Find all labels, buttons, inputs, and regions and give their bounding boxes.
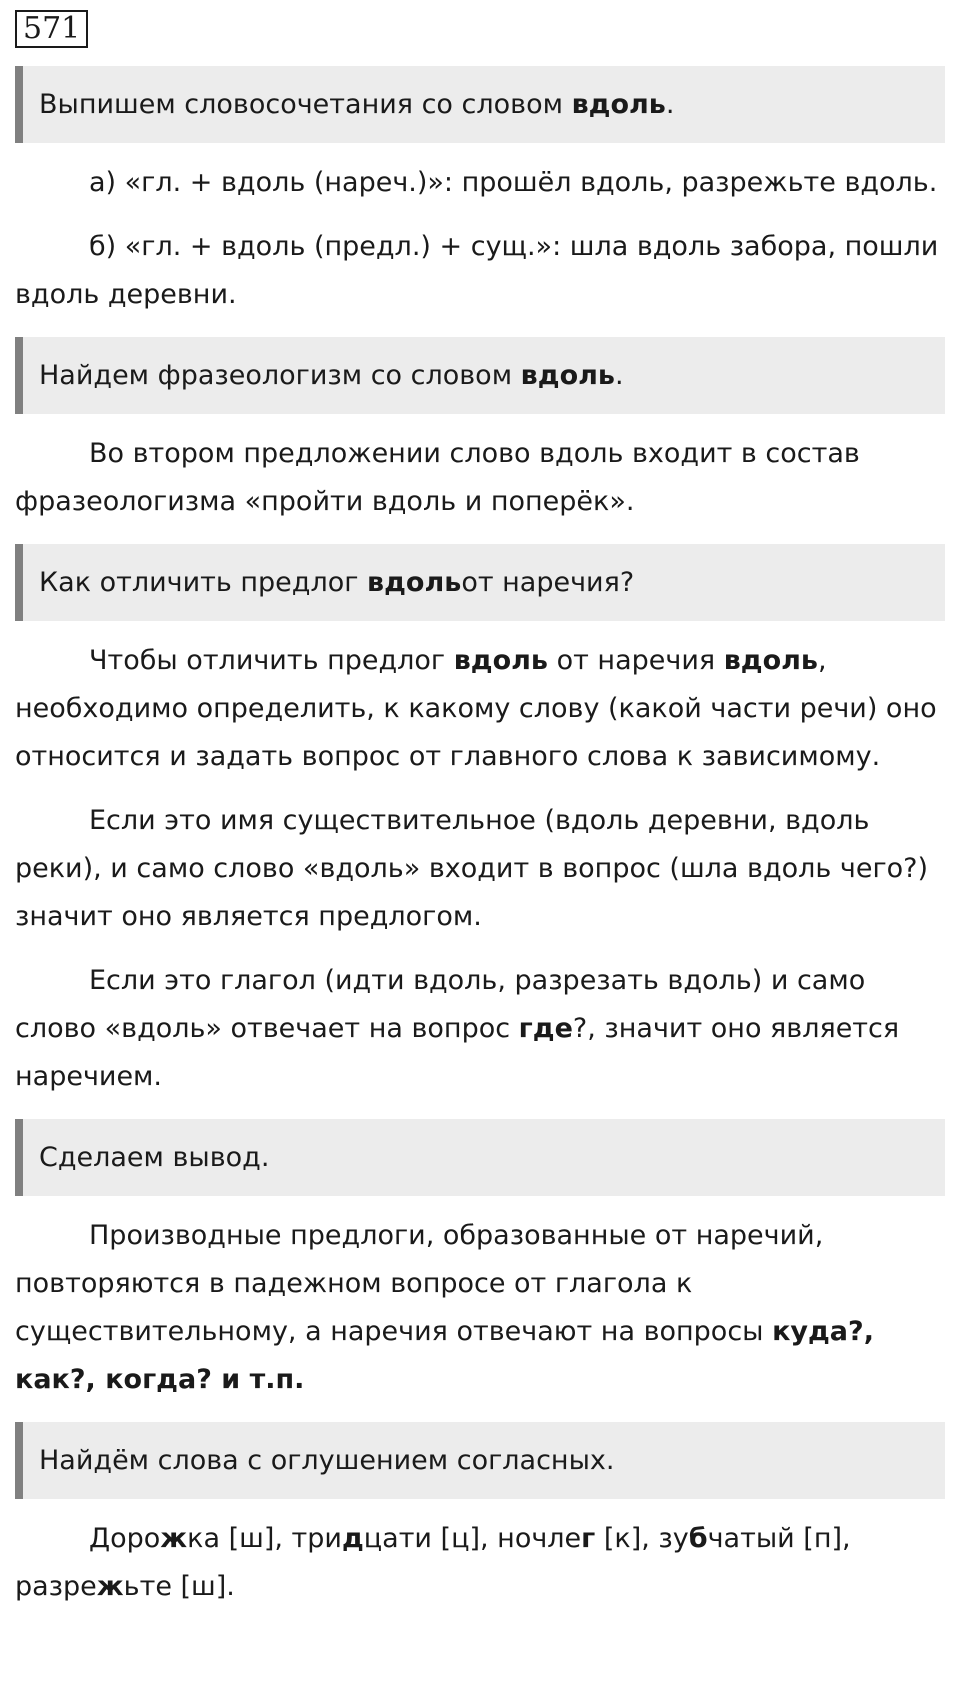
text-run: Если это глагол (идти вдоль, разрезать вдоль) и само слово «вдоль» отвечает на вопрос <box>15 965 866 1044</box>
text-run: Чтобы отличить предлог <box>89 645 454 676</box>
heading-bold: вдоль <box>520 360 615 391</box>
bold-letter: г <box>581 1523 596 1554</box>
heading-text: Найдём слова с оглушением согласных. <box>39 1445 615 1476</box>
bold-run: куда?, как?, когда? и т.п. <box>15 1316 874 1395</box>
word <box>15 1571 235 1602</box>
word <box>658 1523 850 1554</box>
text-run: разре <box>15 1571 97 1602</box>
section-heading-conclusion <box>15 1119 945 1196</box>
section-heading-collocations <box>15 66 945 143</box>
heading-text: Сделаем вывод. <box>39 1142 270 1173</box>
text-run: чатый [п], <box>707 1523 851 1554</box>
paragraph <box>15 1212 945 1404</box>
heading-text: Найдем фразеологизм со словом <box>39 360 513 391</box>
paragraph: а) «гл. + вдоль (нареч.)»: прошёл вдоль, разрежьте вдоль. <box>89 167 938 198</box>
section-heading-distinguish <box>15 544 945 621</box>
task-number-box <box>15 10 88 48</box>
section-heading-idiom <box>15 337 945 414</box>
text-run: ка [ш], <box>187 1523 292 1554</box>
text-run: Доро <box>89 1523 161 1554</box>
bold-letter: б <box>688 1523 708 1554</box>
heading-text: от наречия? <box>461 567 635 598</box>
text-run: , необходимо определить, к какому слову (какой части речи) оно относится и задать вопрос от главного слова к зависимому. <box>15 645 937 772</box>
text-run: три <box>291 1523 342 1554</box>
text-run: ьте [ш]. <box>123 1571 235 1602</box>
paragraph <box>15 637 945 781</box>
task-number: 571 <box>23 11 81 46</box>
word <box>497 1523 658 1554</box>
text-run: Производные предлоги, образованные от наречий, повторяются в падежном вопросе от глагола к существительному, а наречия отвечают на вопросы <box>15 1220 824 1347</box>
text-run: [к], <box>595 1523 659 1554</box>
heading-bold: вдоль <box>571 89 666 120</box>
text-run: цати [ц], <box>363 1523 498 1554</box>
heading-text: Выпишем словосочетания со словом <box>39 89 563 120</box>
solution-page <box>15 10 945 1611</box>
heading-text: . <box>614 360 624 391</box>
heading-text: . <box>665 89 675 120</box>
word <box>292 1523 498 1554</box>
bold-run: вдоль <box>453 645 548 676</box>
text-run: ?, значит оно является наречием. <box>15 1013 900 1092</box>
section-heading-devoicing <box>15 1422 945 1499</box>
text-run: зу <box>658 1523 689 1554</box>
paragraph: Если это имя существительное (вдоль деревни, вдоль реки), и само слово «вдоль» входит в вопрос (шла вдоль чего?) значит оно является предлогом. <box>15 805 929 932</box>
heading-bold: вдоль <box>367 567 462 598</box>
bold-run: где <box>518 1013 573 1044</box>
bold-letter: ж <box>96 1571 124 1602</box>
word <box>89 1523 292 1554</box>
bold-run: вдоль <box>723 645 818 676</box>
paragraph-devoicing-words <box>15 1515 945 1611</box>
paragraph: Во втором предложении слово вдоль входит в состав фразеологизма «пройти вдоль и поперёк». <box>15 438 860 517</box>
bold-letter: д <box>341 1523 364 1554</box>
heading-text: Как отличить предлог <box>39 567 359 598</box>
bold-letter: ж <box>160 1523 188 1554</box>
text-run: ночле <box>497 1523 582 1554</box>
paragraph: б) «гл. + вдоль (предл.) + сущ.»: шла вдоль забора, пошли вдоль деревни. <box>15 231 939 310</box>
text-run: от наречия <box>548 645 724 676</box>
paragraph <box>15 957 945 1101</box>
